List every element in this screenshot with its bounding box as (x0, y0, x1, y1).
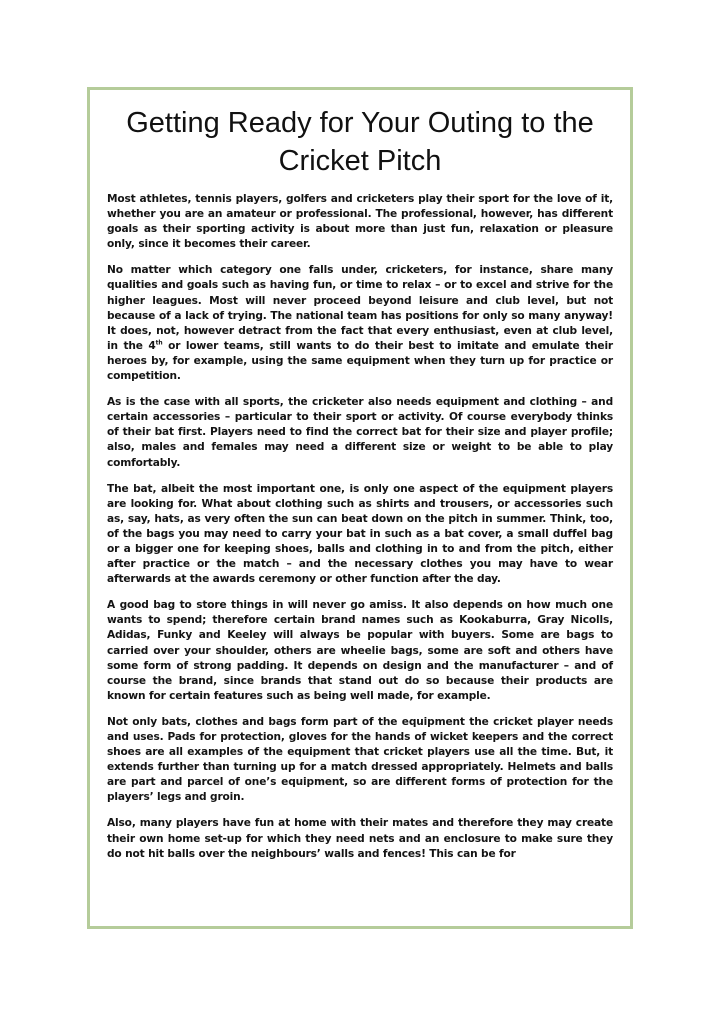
paragraph-6: Not only bats, clothes and bags form part of the equipment the cricket player needs and uses. Pads for protection, gloves for the hands of wicket keepers and the correct shoes are all examples of the equipment that cricket players use all the time. But, it extends further than turning up for a match dressed appropriately. Helmets and balls are part and parcel of one’s equipment, so are different forms of protection for the players’ legs and groin. (107, 715, 613, 804)
paragraph-4: The bat, albeit the most important one, is only one aspect of the equipment players are looking for. What about clothing such as shirts and trousers, or accessories such as, say, hats, as very often the sun can beat down on the pitch in summer. Think, too, of the bags you may need to carry your bat in such as a bat cover, a small duffel bag or a bigger one for keeping shoes, balls and clothing in to and from the pitch, either after practice or the match – and the necessary clothes you may have to wear afterwards at the awards ceremony or other function after the day. (107, 482, 613, 586)
ordinal-number: 4 (148, 339, 156, 352)
ordinal-suffix: th (155, 339, 163, 347)
paragraph-2 (107, 263, 613, 384)
paragraph-2-part-1: No matter which category one falls under, cricketers, for instance, share many qualities and goals such as having fun, or time to relax – or to excel and strive for the higher leagues. Most will never proceed beyond leisure and club level, but not because of a lack of trying. The national team has positions for only so many anyway! It does, not, however detract from the fact that every enthusiast, even at club level, in the (107, 264, 613, 352)
paragraph-3: As is the case with all sports, the cricketer also needs equipment and clothing – and certain accessories – particular to their sport or activity. Of course everybody thinks of their bat first. Players need to find the correct bat for their size and player profile; also, males and females may need a different size or weight to be able to play comfortably. (107, 396, 613, 469)
paragraph-5: A good bag to store things in will never go amiss. It also depends on how much one wants to spend; therefore certain brand names such as Kookaburra, Gray Nicolls, Adidas, Funky and Keeley will always be popular with buyers. Some are bags to carried over your shoulder, others are wheelie bags, some are soft and others have some form of strong padding. It depends on design and the manufacturer – and of course the brand, since brands that stand out do so because their products are known for certain features such as being well made, for example. (107, 599, 613, 702)
paragraph-2-part-2: or lower teams, still wants to do their best to imitate and emulate their heroes by, for example, using the same equipment when they turn up for practice or competition. (107, 339, 613, 383)
document-title: Getting Ready for Your Outing to the Cricket Pitch (126, 107, 594, 177)
paragraph-7: Also, many players have fun at home with their mates and therefore they may create their own home set-up for which they need nets and an enclosure to make sure they do not hit balls over the neighbours’ walls and fences! This can be for (107, 817, 613, 860)
document-page (87, 87, 633, 929)
paragraph-1: Most athletes, tennis players, golfers and cricketers play their sport for the love of it, whether you are an amateur or professional. The professional, however, has different goals as their sporting activity is about more than just fun, relaxation or pleasure only, since it becomes their career. (107, 193, 613, 251)
